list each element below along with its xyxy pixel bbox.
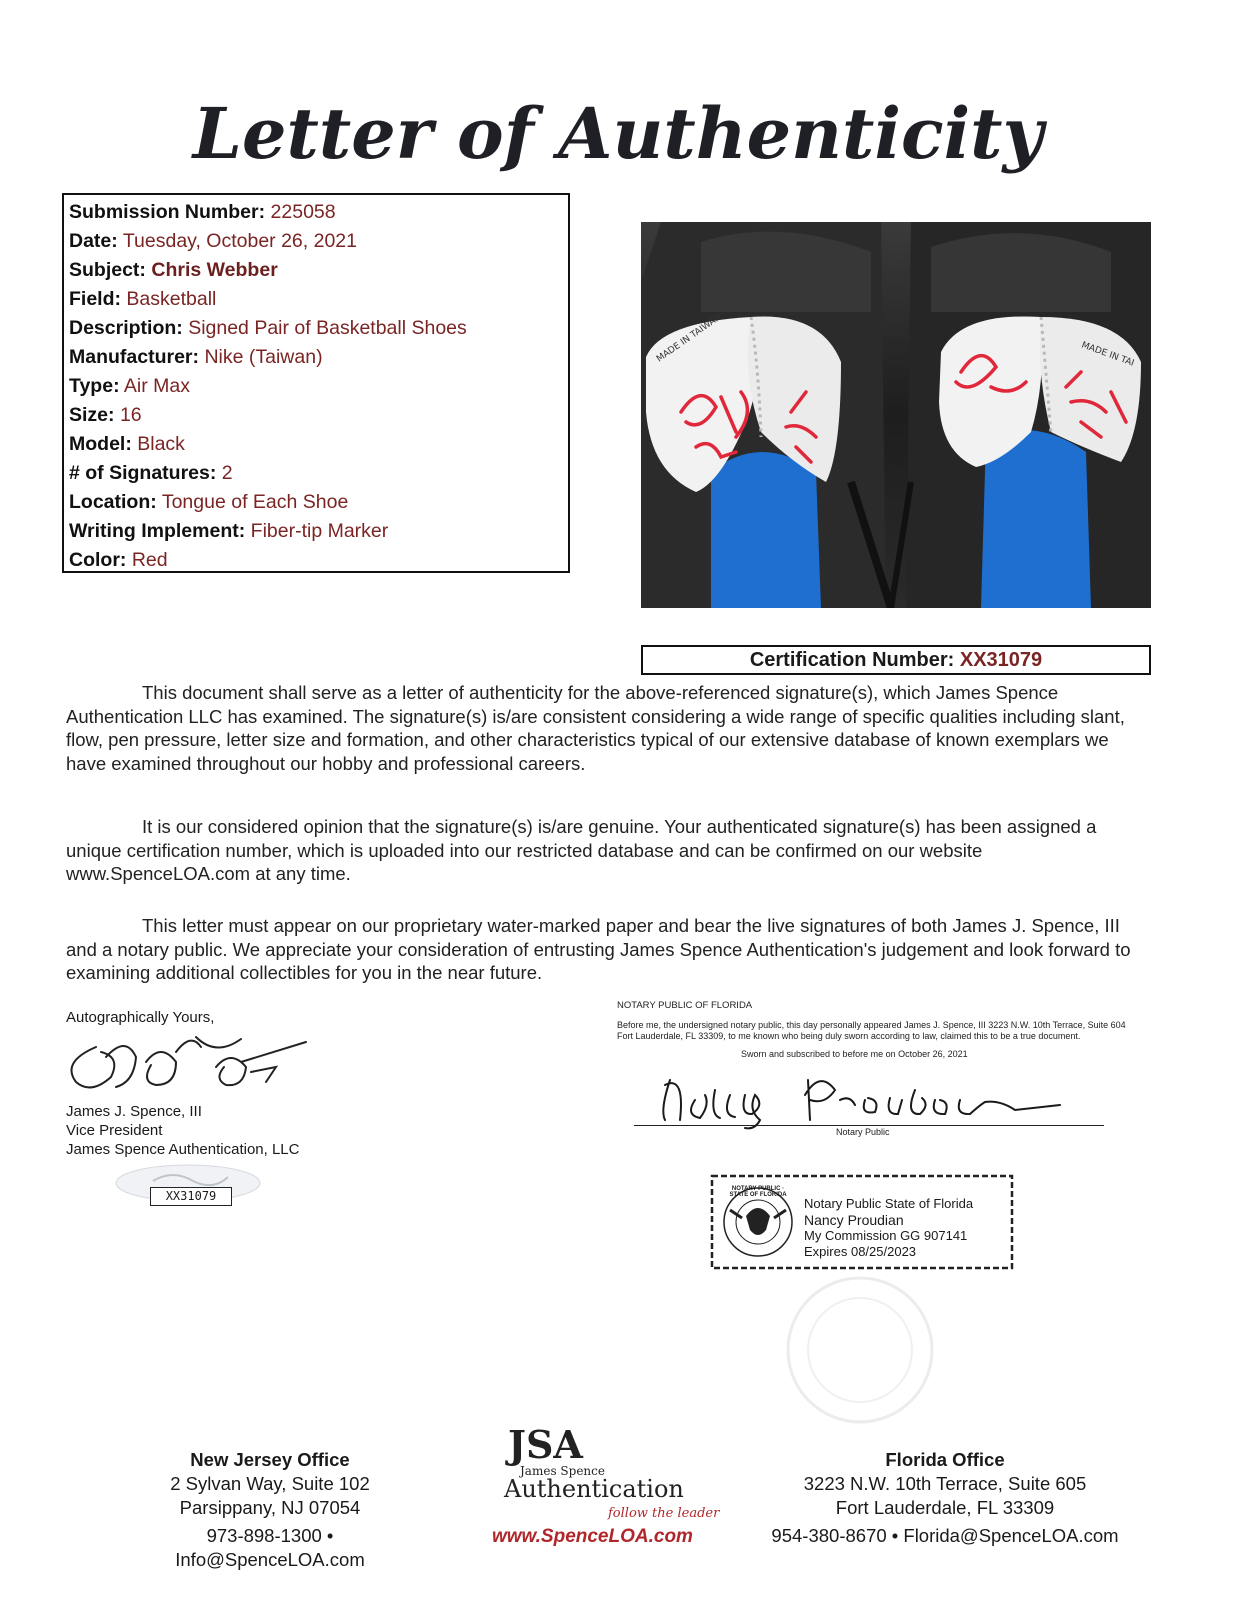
notary-body: Before me, the undersigned notary public, this day personally appeared James J. Spence, III 3223 N.W. 10th Terrace, Suite 604 Fort Lauderdale, FL 33309, to me known who being duly sworn according to law, claimed this to be a true document. (617, 1020, 1126, 1041)
detail-label: Color: (69, 549, 127, 571)
closing-block (66, 1008, 366, 1159)
detail-label: Size: (69, 404, 115, 426)
notary-signature-line (634, 1125, 1104, 1126)
paragraph-3: This letter must appear on our proprietary water-marked paper and bear the live signatures of both James J. Spence, III and a notary public. We appreciate your consideration of entrusting James Spence Authentication's judgement and look forward to examining additional collectibles for you in the near future. (66, 915, 1131, 983)
paragraph-1: This document shall serve as a letter of authenticity for the above-referenced signature(s), which James Spence Authentication LLC has examined. The signature(s) is/are consistent considering a wide range of specific qualities including slant, flow, pen pressure, letter size and formation, and other characteristics typical of our extensive database of known exemplars we have examined throughout our hobby and professional careers. (66, 682, 1125, 774)
signed-shoes-image (641, 222, 1151, 608)
stamp-text (804, 1196, 973, 1260)
signer-role: Vice President (66, 1122, 163, 1139)
jsa-logo (492, 1422, 720, 1552)
details-box (62, 193, 570, 573)
paragraph-2: It is our considered opinion that the signature(s) is/are genuine. Your authenticated signature(s) has been assigned a unique certification number, which is uploaded into our restricted database and can be confirmed on our website www.SpenceLOA.com at any time. (66, 816, 1097, 884)
detail-label: Field: (69, 288, 121, 310)
detail-row (69, 459, 568, 488)
detail-row (69, 372, 568, 401)
nj-office-line2: Parsippany, NJ 07054 (179, 1497, 361, 1518)
stamp-line: Nancy Proudian (804, 1212, 904, 1228)
fl-office-heading: Florida Office (885, 1449, 1005, 1470)
detail-value: 16 (119, 404, 142, 426)
detail-label: Model: (69, 433, 132, 455)
svg-text:MADE IN TAIWAN: MADE IN TAIWAN (654, 312, 724, 365)
detail-row (69, 227, 568, 256)
detail-row (69, 314, 568, 343)
detail-row (69, 285, 568, 314)
nj-office-contact: 973-898-1300 • Info@SpenceLOA.com (175, 1525, 365, 1570)
salutation: Autographically Yours, (66, 1009, 215, 1026)
detail-value: 225058 (270, 201, 336, 223)
notary-caption: Notary Public (836, 1127, 890, 1137)
detail-value: Chris Webber (151, 259, 278, 281)
fl-office (745, 1448, 1145, 1548)
detail-row (69, 256, 568, 285)
detail-row (69, 343, 568, 372)
fl-office-line2: Fort Lauderdale, FL 33309 (835, 1497, 1055, 1518)
notary-sworn: Sworn and subscribed to before me on October 26, 2021 (741, 1049, 968, 1059)
detail-row (69, 488, 568, 517)
notary-heading: NOTARY PUBLIC OF FLORIDA (617, 1000, 753, 1011)
document-title: Letter of Authenticity (192, 92, 1044, 175)
detail-value: Black (137, 433, 185, 455)
detail-label: Writing Implement: (69, 520, 246, 542)
detail-value: Red (131, 549, 168, 571)
logo-tagline: follow the leader (608, 1506, 720, 1521)
stamp-line: Notary Public State of Florida (804, 1196, 974, 1211)
nj-office-heading: New Jersey Office (190, 1449, 350, 1470)
detail-label: Date: (69, 230, 118, 252)
logo-sub: James Spence (520, 1464, 605, 1478)
nj-office-line1: 2 Sylvan Way, Suite 102 (170, 1473, 370, 1494)
detail-value: Basketball (126, 288, 217, 310)
detail-row (69, 430, 568, 459)
logo-url: www.SpenceLOA.com (492, 1526, 693, 1547)
detail-row (69, 517, 568, 546)
svg-text:MADE IN TAI: MADE IN TAI (1079, 340, 1136, 369)
detail-value: 2 (221, 462, 233, 484)
logo-word: Authentication (504, 1475, 684, 1503)
detail-value: Tongue of Each Shoe (161, 491, 349, 513)
detail-row (69, 401, 568, 430)
nj-office (120, 1448, 420, 1572)
detail-value: Nike (Taiwan) (204, 346, 323, 368)
detail-value: Signed Pair of Basketball Shoes (188, 317, 467, 339)
detail-value: Air Max (123, 375, 190, 397)
item-photo (641, 222, 1151, 608)
embossed-seal-icon (760, 1270, 960, 1430)
certification-value: XX31079 (959, 649, 1043, 671)
logo-mark: JSA (508, 1422, 583, 1467)
detail-label: Location: (69, 491, 157, 513)
fl-office-line1: 3223 N.W. 10th Terrace, Suite 605 (803, 1473, 1087, 1494)
detail-label: Type: (69, 375, 120, 397)
seal-text: NOTARY PUBLIC · STATE OF FLORIDA (729, 1186, 787, 1198)
certification-number-box (641, 645, 1151, 675)
detail-value: Fiber-tip Marker (250, 520, 389, 542)
signer-name: James J. Spence, III (66, 1103, 202, 1120)
detail-row (69, 546, 568, 575)
detail-label: Description: (69, 317, 183, 339)
sticker-code: XX31079 (150, 1187, 232, 1206)
fl-office-contact: 954-380-8670 • Florida@SpenceLOA.com (771, 1525, 1119, 1546)
signature-james-spence (66, 1027, 326, 1097)
hologram-sticker (113, 1163, 263, 1209)
certification-label: Certification Number: (749, 649, 955, 671)
signer-company: James Spence Authentication, LLC (66, 1141, 300, 1158)
detail-label: # of Signatures: (69, 462, 217, 484)
notary-block (617, 1000, 1137, 1060)
notary-stamp (706, 1170, 1018, 1274)
signature-nancy-proudian (640, 1070, 1120, 1130)
stamp-line: Expires 08/25/2023 (804, 1244, 917, 1259)
detail-label: Submission Number: (69, 201, 266, 223)
detail-label: Manufacturer: (69, 346, 200, 368)
detail-label: Subject: (69, 259, 146, 281)
stamp-line: My Commission GG 907141 (804, 1228, 968, 1243)
detail-value: Tuesday, October 26, 2021 (122, 230, 357, 252)
detail-row (69, 198, 568, 227)
